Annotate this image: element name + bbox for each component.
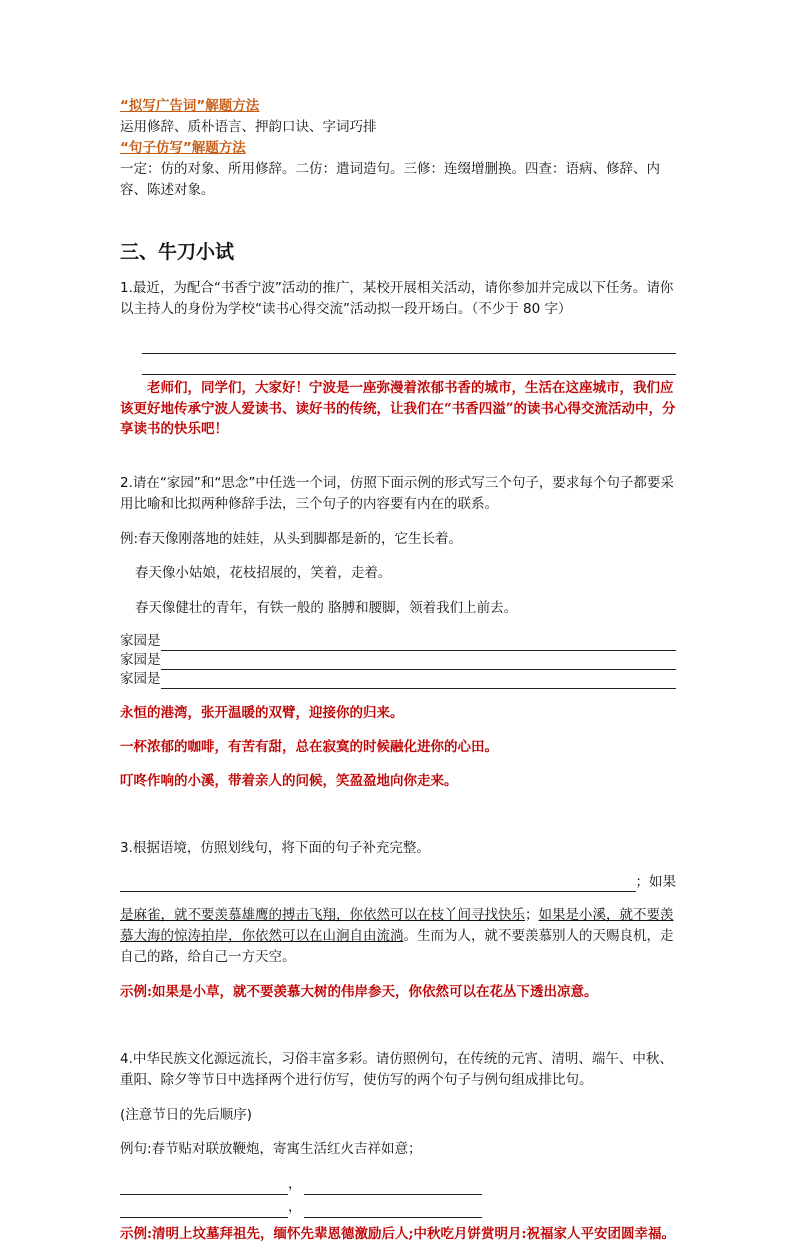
q3-passage bbox=[120, 905, 676, 968]
spacer bbox=[120, 1016, 676, 1036]
q2-fill-row-1[interactable] bbox=[120, 632, 676, 651]
question-2 bbox=[120, 473, 676, 791]
q4-blank[interactable] bbox=[120, 1181, 288, 1195]
tip-content-imitation: 一定：仿的对象、所用修辞。二仿：遣词造句。三修：连缀增删换。四查：语病、修辞、内容、陈述对象。 bbox=[120, 161, 660, 198]
q3-line1-end: ；如果 bbox=[635, 873, 676, 890]
tip-title-advert: “拟写广告词”解题方法 bbox=[120, 98, 260, 114]
q2-fill-row-3[interactable] bbox=[120, 670, 676, 689]
q3-rest-1: 。生而为人，就不要羡慕别人的天赐良机， bbox=[403, 928, 660, 944]
q2-fill-line[interactable] bbox=[161, 673, 677, 689]
tip-title-imitation: “句子仿写”解题方法 bbox=[120, 140, 246, 156]
question-4 bbox=[120, 1049, 676, 1244]
q3-underlined-sentence-2a: 如果是小溪，就不要 bbox=[538, 907, 660, 923]
question-3 bbox=[120, 838, 676, 1002]
q2-answer-2: 一杯浓郁的咖啡，有苦有甜，总在寂寞的时候融化进你的心田。 bbox=[120, 738, 498, 755]
q3-answer: 示例:如果是小草，就不要羡慕大树的伟岸参天，你依然可以在花丛下透出凉意。 bbox=[120, 983, 598, 1000]
q2-answer-3: 叮咚作响的小溪，带着亲人的问候，笑盈盈地向你走来。 bbox=[120, 772, 458, 789]
q2-fill-prefix: 家园是 bbox=[120, 633, 161, 649]
tip-content-advert: 运用修辞、质朴语言、押韵口诀、字词巧排 bbox=[120, 119, 377, 135]
spacer bbox=[120, 805, 676, 825]
q2-prompt: 2.请在“家园”和“思念”中任选一个词，仿照下面示例的形式写三个句子，要求每个句子都要采用比喻和比拟两种修辞手法，三个句子的内容要有内在的联系。 bbox=[120, 475, 674, 512]
q2-example-2: 春天像小姑娘，花枝招展的，笑着，走着。 bbox=[134, 565, 392, 581]
section-title: 三、牛刀小试 bbox=[120, 241, 235, 263]
q2-answer-1: 永恒的港湾，张开温暖的双臂，迎接你的归来。 bbox=[120, 704, 404, 721]
q2-example-1: 例:春天像刚落地的娃娃，从头到脚都是新的，它生长着。 bbox=[120, 530, 463, 547]
tip-imitation bbox=[120, 138, 676, 201]
q2-fill-row-2[interactable] bbox=[120, 651, 676, 670]
q1-blank-line-2[interactable] bbox=[142, 354, 676, 375]
q1-prompt: 1.最近，为配合“书香宁波”活动的推广，某校开展相关活动，请你参加并完成以下任务。请你以主持人的身份为学校“读书心得交流”活动拟一段开场白。（不少于 80 字） bbox=[120, 279, 674, 317]
q4-answer: 示例:清明上坟墓拜祖先，缅怀先辈恩德激励后人;中秋吃月饼赏明月:祝福家人平安团圆幸福。 bbox=[120, 1225, 675, 1242]
q3-fill-row[interactable] bbox=[120, 873, 676, 892]
q1-blank-line-1[interactable] bbox=[142, 333, 676, 354]
q3-rest-2: 走自己的路，给自己一方天空。 bbox=[120, 928, 674, 965]
q4-example: 例句:春节贴对联放鞭炮，寄寓生活红火吉祥如意； bbox=[120, 1141, 422, 1157]
q2-fill-prefix: 家园是 bbox=[120, 652, 161, 668]
q4-blank[interactable] bbox=[304, 1181, 482, 1195]
q3-mid: ； bbox=[525, 907, 539, 923]
q1-answer-lines bbox=[142, 333, 676, 375]
q3-fill-line[interactable] bbox=[120, 876, 636, 892]
tip-advert bbox=[120, 96, 676, 138]
worksheet-page bbox=[120, 96, 676, 1258]
q4-blank[interactable] bbox=[120, 1204, 288, 1218]
question-1 bbox=[120, 278, 676, 440]
q3-prompt: 3.根据语境，仿照划线句，将下面的句子补充完整。 bbox=[120, 840, 430, 856]
q4-note: (注意节日的先后顺序) bbox=[120, 1106, 253, 1123]
q2-fill-line[interactable] bbox=[161, 635, 677, 651]
q2-fill-line[interactable] bbox=[161, 654, 677, 670]
q4-blank-row-2 bbox=[120, 1197, 676, 1218]
q3-underlined-sentence-2b: 羡慕大海的惊涛拍岸，你依然可以在山涧自由流淌 bbox=[120, 907, 674, 944]
q2-fill-prefix: 家园是 bbox=[120, 671, 161, 687]
spacer bbox=[120, 440, 676, 460]
q4-comma: ， bbox=[288, 1175, 302, 1192]
q3-underlined-sentence-1: 是麻雀，就不要羡慕雄鹰的搏击飞翔，你依然可以在枝丫间寻找快乐 bbox=[120, 907, 525, 923]
q2-example-3: 春天像健壮的青年，有铁一般的 胳膊和腰脚，领着我们上前去。 bbox=[134, 599, 518, 616]
q4-blank[interactable] bbox=[304, 1204, 482, 1218]
q4-comma: ， bbox=[288, 1198, 302, 1215]
q4-prompt: 4.中华民族文化源远流长，习俗丰富多彩。请仿照例句，在传统的元宵、清明、端午、中秋、重阳、除夕等节日中选择两个进行仿写，使仿写的两个句子与例句组成排比句。 bbox=[120, 1051, 673, 1088]
q1-answer: 老师们，同学们，大家好！宁波是一座弥漫着浓郁书香的城市，生活在这座城市，我们应该更好地传承宁波人爱读书、读好书的传统，让我们在“书香四溢”的读书心得交流活动中，分享读书的快乐吧！ bbox=[120, 380, 676, 437]
q4-blank-row-1 bbox=[120, 1174, 676, 1195]
